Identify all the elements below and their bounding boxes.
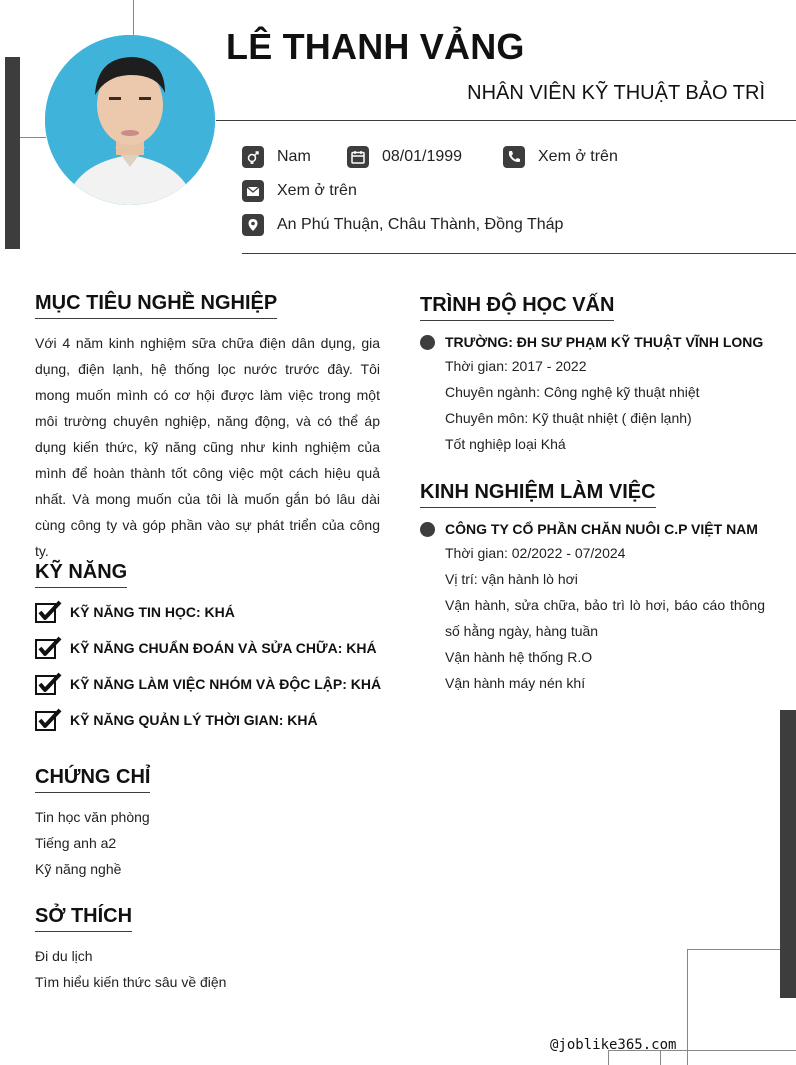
avatar-portrait: [45, 35, 215, 205]
certificates-list: [35, 804, 150, 882]
hobbies-list: [35, 943, 226, 995]
phone-value: Xem ở trên: [538, 148, 618, 165]
hobby-item: Đi du lịch: [35, 948, 93, 964]
education-line: Chuyên ngành: Công nghệ kỹ thuật nhiệt: [445, 384, 700, 400]
skill-label: KỸ NĂNG TIN HỌC: KHÁ: [70, 604, 235, 620]
experience-line: Vận hành, sửa chữa, bảo trì lò hơi, báo cáo thông số hằng ngày, hàng tuần: [445, 597, 765, 639]
phone-icon: [503, 146, 525, 168]
education-heading: TRÌNH ĐỘ HỌC VẤN: [420, 294, 614, 321]
education-school: TRƯỜNG: ĐH SƯ PHẠM KỸ THUẬT VĨNH LONG: [445, 334, 764, 350]
certificate-item: Tin học văn phòng: [35, 809, 150, 825]
skill-label: KỸ NĂNG CHUẨN ĐOÁN VÀ SỬA CHỮA: KHÁ: [70, 640, 377, 656]
hobby-item: Tìm hiểu kiến thức sâu về điện: [35, 974, 227, 990]
avatar-connector-line: [20, 137, 46, 138]
email-icon: [242, 180, 264, 202]
experience-details: [445, 540, 765, 696]
checkbox-checked-icon: [35, 636, 62, 660]
experience-company: CÔNG TY CỔ PHẦN CHĂN NUÔI C.P VIỆT NAM: [445, 521, 758, 537]
skill-item: [35, 630, 395, 666]
birthdate-value: 08/01/1999: [382, 148, 463, 165]
skills-list: [35, 594, 395, 738]
calendar-icon: [347, 146, 369, 168]
certificates-section: [35, 766, 150, 793]
experience-line: Thời gian: 02/2022 - 07/2024: [445, 545, 626, 561]
skills-heading: KỸ NĂNG: [35, 561, 127, 588]
checkbox-checked-icon: [35, 600, 62, 624]
certificate-item: Kỹ năng nghề: [35, 861, 122, 877]
header-rule-top: [216, 120, 796, 121]
address-item: [242, 213, 563, 237]
experience-line: Vận hành hệ thống R.O: [445, 649, 593, 665]
skill-label: KỸ NĂNG LÀM VIỆC NHÓM VÀ ĐỘC LẬP: KHÁ: [70, 676, 382, 692]
phone-item: [503, 145, 618, 169]
skill-item: [35, 702, 395, 738]
experience-bullet: [420, 522, 435, 537]
skills-section: [35, 561, 127, 588]
education-line: Tốt nghiệp loại Khá: [445, 436, 566, 452]
education-details: [445, 353, 765, 457]
skill-label: KỸ NĂNG QUẢN LÝ THỜI GIAN: KHÁ: [70, 712, 318, 728]
checkbox-checked-icon: [35, 672, 62, 696]
skill-item: [35, 594, 395, 630]
hobbies-heading: SỞ THÍCH: [35, 905, 132, 932]
education-section: [420, 294, 614, 321]
location-pin-icon: [242, 214, 264, 236]
candidate-name: LÊ THANH VẢNG: [226, 26, 525, 67]
email-item: [242, 179, 357, 203]
objective-section: [35, 292, 277, 319]
certificates-heading: CHỨNG CHỈ: [35, 766, 150, 793]
experience-line: Vận hành máy nén khí: [445, 675, 586, 691]
gender-item: [242, 145, 311, 169]
experience-heading: KINH NGHIỆM LÀM VIỆC: [420, 481, 656, 508]
experience-section: [420, 481, 656, 508]
avatar: [45, 35, 215, 205]
header-rule-bottom: [242, 253, 796, 254]
job-title: NHÂN VIÊN KỸ THUẬT BẢO TRÌ: [467, 82, 765, 104]
birthdate-item: [347, 145, 462, 169]
objective-heading: MỤC TIÊU NGHỀ NGHIỆP: [35, 292, 277, 319]
experience-line: Vị trí: vận hành lò hơi: [445, 571, 578, 587]
left-accent-bar: [5, 57, 20, 249]
objective-text: Với 4 năm kinh nghiệm sữa chữa điện dân dụng, gia dụng, điện lạnh, hệ thống lọc nước trước đây. Tôi mong muốn mình có cơ hội được làm việc trong một môi trường chuyên nghiệp, năng động, và có thể áp dụng kiến thức, kỹ năng cũng như kinh nghiệm của mình để hoàn thành tốt công việc một cách hiệu quả nhất. Và mong muốn của tôi là muốn gắn bó lâu dài cùng công ty và góp phần vào sự phát triển của công ty.: [35, 335, 380, 559]
corner-frame: [687, 949, 780, 1065]
skill-item: [35, 666, 395, 702]
right-accent-bar: [780, 710, 796, 998]
footer-watermark: @joblike365.com: [550, 1037, 677, 1053]
certificate-item: Tiếng anh a2: [35, 835, 117, 851]
gender-value: Nam: [277, 148, 311, 165]
top-connector-line: [133, 0, 134, 35]
email-value: Xem ở trên: [277, 182, 357, 199]
checkbox-checked-icon: [35, 708, 62, 732]
education-line: Thời gian: 2017 - 2022: [445, 358, 587, 374]
hobbies-section: [35, 905, 132, 932]
education-line: Chuyên môn: Kỹ thuật nhiệt ( điện lạnh): [445, 410, 692, 426]
education-bullet: [420, 335, 435, 350]
gender-icon: [242, 146, 264, 168]
address-value: An Phú Thuận, Châu Thành, Đồng Tháp: [277, 216, 564, 233]
